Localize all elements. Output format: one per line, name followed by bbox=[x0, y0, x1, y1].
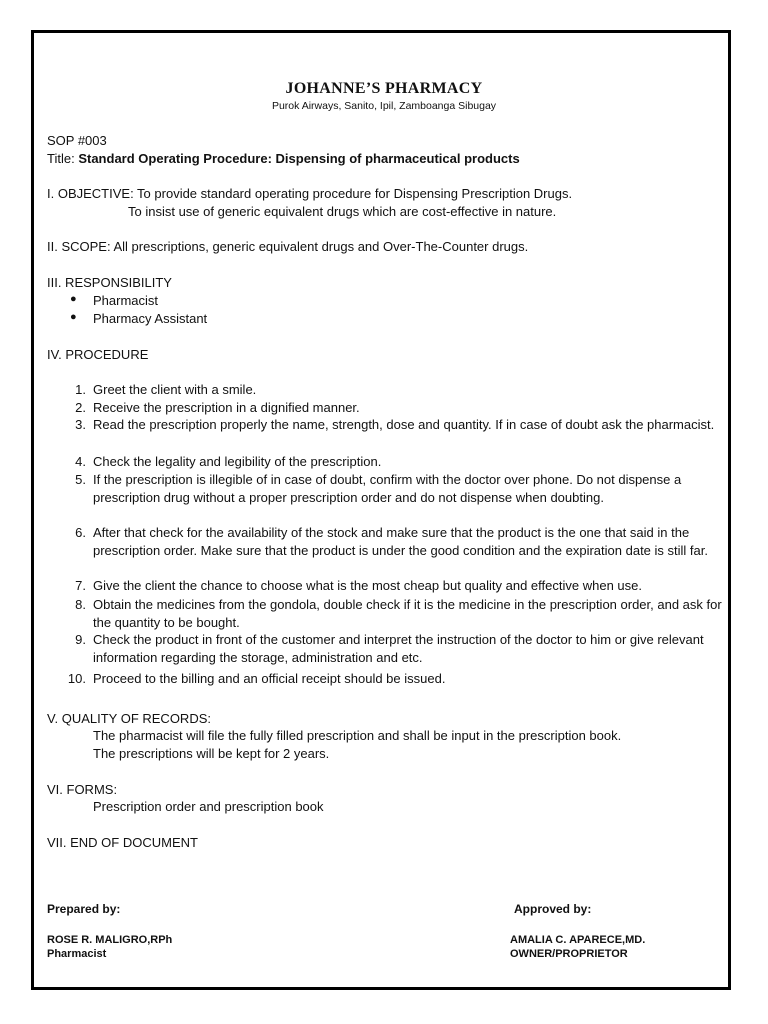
bullet-icon: ● bbox=[70, 311, 77, 323]
step-number: 9. bbox=[75, 632, 86, 647]
quality-line-2: The prescriptions will be kept for 2 years. bbox=[93, 746, 330, 761]
step-number: 3. bbox=[75, 417, 86, 432]
end-of-document: VII. END OF DOCUMENT bbox=[47, 835, 198, 850]
responsibility-item: Pharmacist bbox=[93, 293, 159, 308]
step-text: Give the client the chance to choose what is the most cheap but quality and effective when use. bbox=[93, 578, 642, 593]
approved-by-role: OWNER/PROPRIETOR bbox=[510, 948, 628, 960]
step-text: Check the legality and legibility of the prescription. bbox=[93, 454, 382, 469]
objective-line-2: To insist use of generic equivalent drugs which are cost-effective in nature. bbox=[128, 204, 557, 219]
pharmacy-name: JOHANNE’S PHARMACY bbox=[285, 80, 483, 97]
responsibility-heading: III. RESPONSIBILITY bbox=[47, 275, 172, 290]
prepared-by-name: ROSE R. MALIGRO,RPh bbox=[47, 934, 173, 946]
title-text: Standard Operating Procedure: Dispensing of pharmaceutical products bbox=[78, 151, 520, 166]
step-number: 7. bbox=[75, 578, 86, 593]
step-text: Receive the prescription in a dignified manner. bbox=[93, 400, 360, 415]
quality-line-1: The pharmacist will file the fully filled prescription and shall be input in the prescription book. bbox=[93, 728, 622, 743]
document-title bbox=[47, 150, 520, 167]
prepared-by-role: Pharmacist bbox=[47, 948, 107, 960]
bullet-icon: ● bbox=[70, 293, 77, 305]
step-number: 2. bbox=[75, 400, 86, 415]
approved-by-label: Approved by: bbox=[514, 902, 592, 916]
step-text: After that check for the availability of the stock and make sure that the product is the one that said in the prescription order. Make sure that the product is under the good condition and the expiration date is still far. bbox=[93, 525, 708, 558]
step-number: 1. bbox=[75, 382, 86, 397]
step-number: 4. bbox=[75, 454, 86, 469]
step-number: 8. bbox=[75, 597, 86, 612]
step-number: 10. bbox=[67, 671, 86, 686]
step-text: Greet the client with a smile. bbox=[93, 382, 257, 397]
forms-line-1: Prescription order and prescription book bbox=[93, 799, 324, 814]
objective-line-1: I. OBJECTIVE: To provide standard operating procedure for Dispensing Prescription Drugs. bbox=[47, 186, 573, 201]
step-text: Proceed to the billing and an official receipt should be issued. bbox=[93, 671, 446, 686]
sop-number: SOP #003 bbox=[47, 133, 107, 148]
prepared-by-label: Prepared by: bbox=[47, 902, 121, 916]
step-text: Obtain the medicines from the gondola, double check if it is the medicine in the prescription order, and ask for the quantity to be bought. bbox=[93, 597, 722, 630]
responsibility-item: Pharmacy Assistant bbox=[93, 311, 208, 326]
quality-heading: V. QUALITY OF RECORDS: bbox=[47, 711, 211, 726]
step-text: Check the product in front of the customer and interpret the instruction of the doctor to him or give relevant information regarding the storage, administration and etc. bbox=[93, 632, 704, 665]
step-text: If the prescription is illegible of in case of doubt, confirm with the doctor over phone. Do not dispense a prescription drug without a proper prescription order and do not dispense when doubting. bbox=[93, 472, 682, 505]
scope-text: II. SCOPE: All prescriptions, generic equivalent drugs and Over-The-Counter drugs. bbox=[47, 239, 529, 254]
step-text: Read the prescription properly the name, strength, dose and quantity. If in case of doubt ask the pharmacist. bbox=[93, 417, 715, 432]
title-label: Title: bbox=[47, 151, 75, 166]
step-number: 5. bbox=[75, 472, 86, 487]
approved-by-name: AMALIA C. APARECE,MD. bbox=[510, 934, 646, 946]
pharmacy-address: Purok Airways, Sanito, Ipil, Zamboanga Sibugay bbox=[271, 100, 497, 112]
step-number: 6. bbox=[75, 525, 86, 540]
forms-heading: VI. FORMS: bbox=[47, 782, 118, 797]
procedure-heading: IV. PROCEDURE bbox=[47, 347, 149, 362]
